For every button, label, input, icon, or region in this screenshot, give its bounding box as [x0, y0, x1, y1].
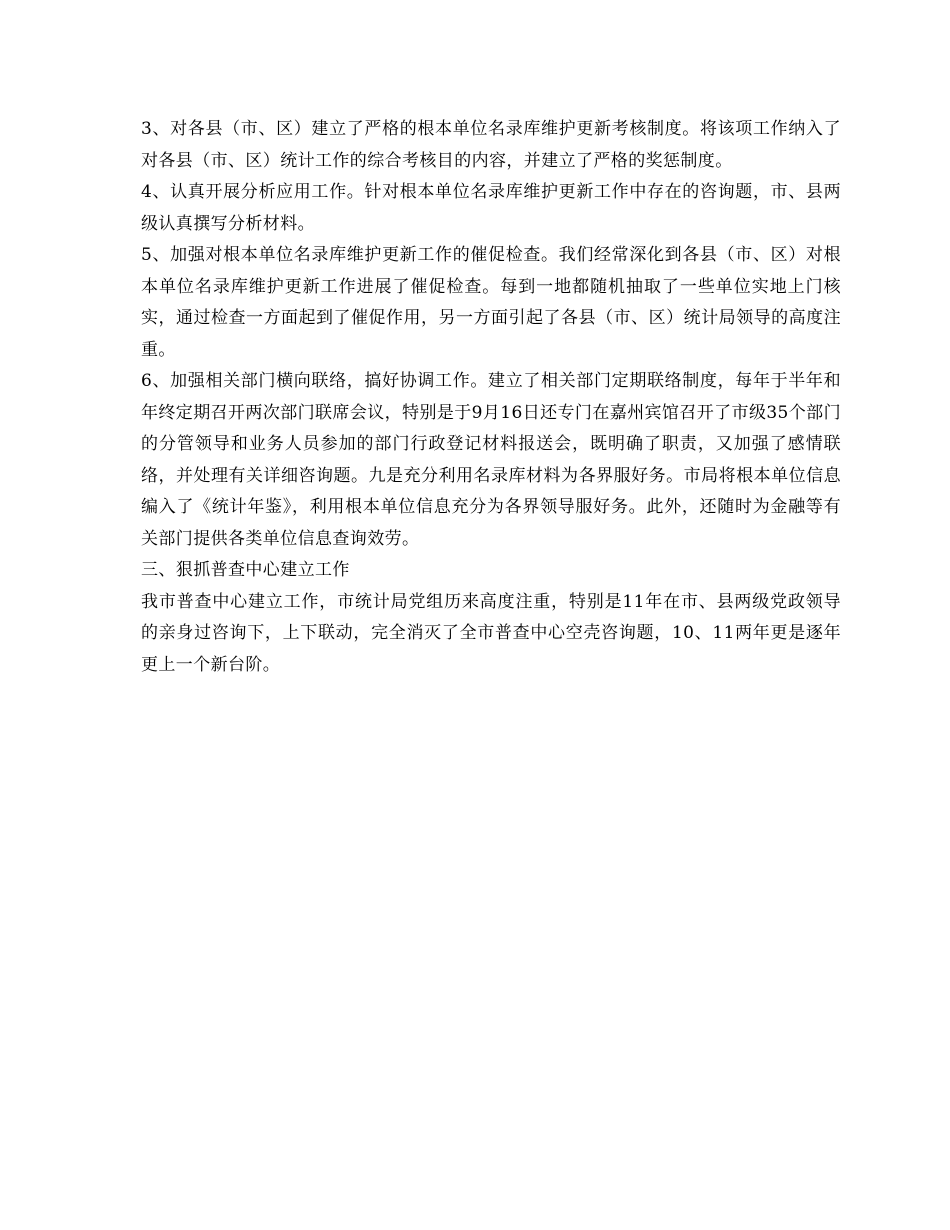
paragraph-item-6: 6、加强相关部门横向联络，搞好协调工作。建立了相关部门定期联络制度，每年于半年和年终定期召开两次部门联席会议，特别是于9月16日还专门在嘉州宾馆召开了市级35个部门的分管领导和业务人员参加的部门行政登记材料报送会，既明确了职责，又加强了感情联络，并处理有关详细咨询题。九是充分利用名录库材料为各界服好务。市局将根本单位信息编入了《统计年鉴》，利用根本单位信息充分为各界领导服好务。此外，还随时为金融等有关部门提供各类单位信息查询效劳。: [141, 371, 841, 549]
document-body: [141, 114, 841, 681]
paragraph-item-4: 4、认真开展分析应用工作。针对根本单位名录库维护更新工作中存在的咨询题，市、县两级认真撰写分析材料。: [141, 182, 841, 234]
paragraph-item-5: 5、加强对根本单位名录库维护更新工作的催促检查。我们经常深化到各县（市、区）对根本单位名录库维护更新工作进展了催促检查。每到一地都随机抽取了一些单位实地上门核实，通过检查一方面起到了催促作用，另一方面引起了各县（市、区）统计局领导的高度注重。: [141, 245, 841, 360]
paragraph-item-3: 3、对各县（市、区）建立了严格的根本单位名录库维护更新考核制度。将该项工作纳入了对各县（市、区）统计工作的综合考核目的内容，并建立了严格的奖惩制度。: [141, 119, 841, 171]
section-heading-3: 三、狠抓普查中心建立工作: [141, 560, 350, 580]
section-paragraph: 我市普查中心建立工作，市统计局党组历来高度注重，特别是11年在市、县两级党政领导的亲身过咨询下，上下联动，完全消灭了全市普查中心空壳咨询题，10、11两年更是逐年更上一个新台阶。: [141, 591, 841, 675]
